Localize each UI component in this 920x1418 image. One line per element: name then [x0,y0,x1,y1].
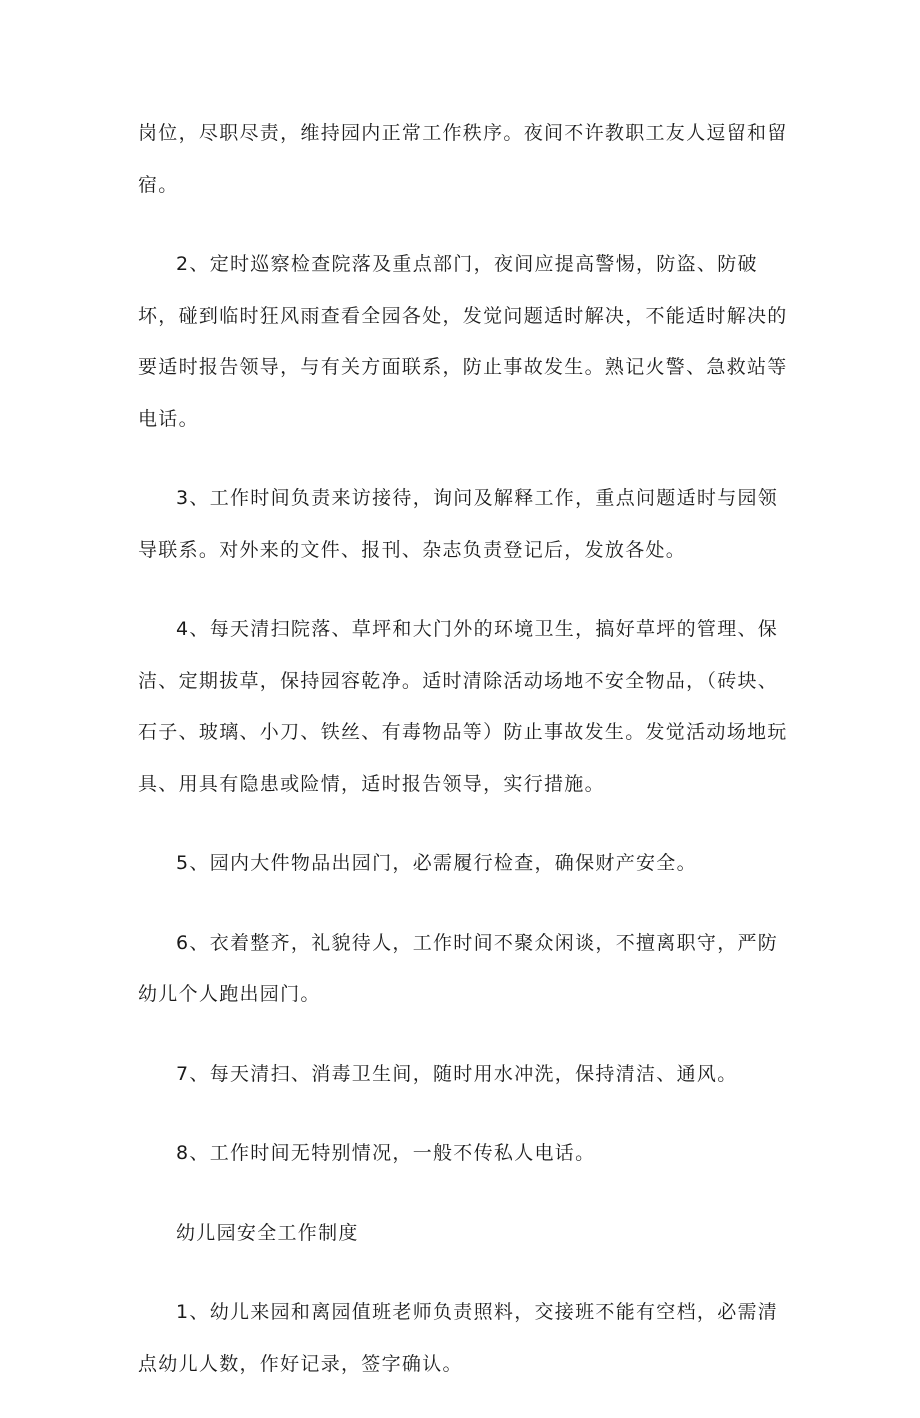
paragraph-item-6: 6、衣着整齐，礼貌待人，工作时间不聚众闲谈，不擅离职守，严防幼儿个人跑出园门。 [138,931,779,1005]
section-heading: 幼儿园安全工作制度 [176,1221,359,1244]
paragraph-item-4: 4、每天清扫院落、草坪和大门外的环境卫生，搞好草坪的管理、保洁、定期拔草，保持园容乾净。适时清除活动场地不安全物品，（砖块、石子、玻璃、小刀、铁丝、有毒物品等）防止事故发生。发觉活动场地玩具、用具有隐患或险情，适时报告领导，实行措施。 [138,618,788,795]
paragraph-item-5: 5、园内大件物品出园门，必需履行检查，确保财产安全。 [176,852,697,874]
paragraph-continuation: 岗位，尽职尽责，维持园内正常工作秩序。夜间不许教职工友人逗留和留宿。 [138,122,788,196]
paragraph-item-8: 8、工作时间无特别情况，一般不传私人电话。 [176,1142,596,1164]
paragraph-item-1: 1、幼儿来园和离园值班老师负责照料，交接班不能有空档，必需清点幼儿人数，作好记录，签字确认。 [138,1301,779,1375]
paragraph-item-7: 7、每天清扫、消毒卫生间，随时用水冲洗，保持清洁、通风。 [176,1062,738,1085]
paragraph-item-3: 3、工作时间负责来访接待，询问及解释工作，重点问题适时与园领导联系。对外来的文件、报刊、杂志负责登记后，发放各处。 [138,487,779,561]
document-body [138,108,798,1418]
paragraph-item-2: 2、定时巡察检查院落及重点部门，夜间应提高警惕，防盗、防破坏，碰到临时狂风雨查看全园各处，发觉问题适时解决，不能适时解决的要适时报告领导，与有关方面联系，防止事故发生。熟记火警、急救站等电话。 [138,253,788,430]
